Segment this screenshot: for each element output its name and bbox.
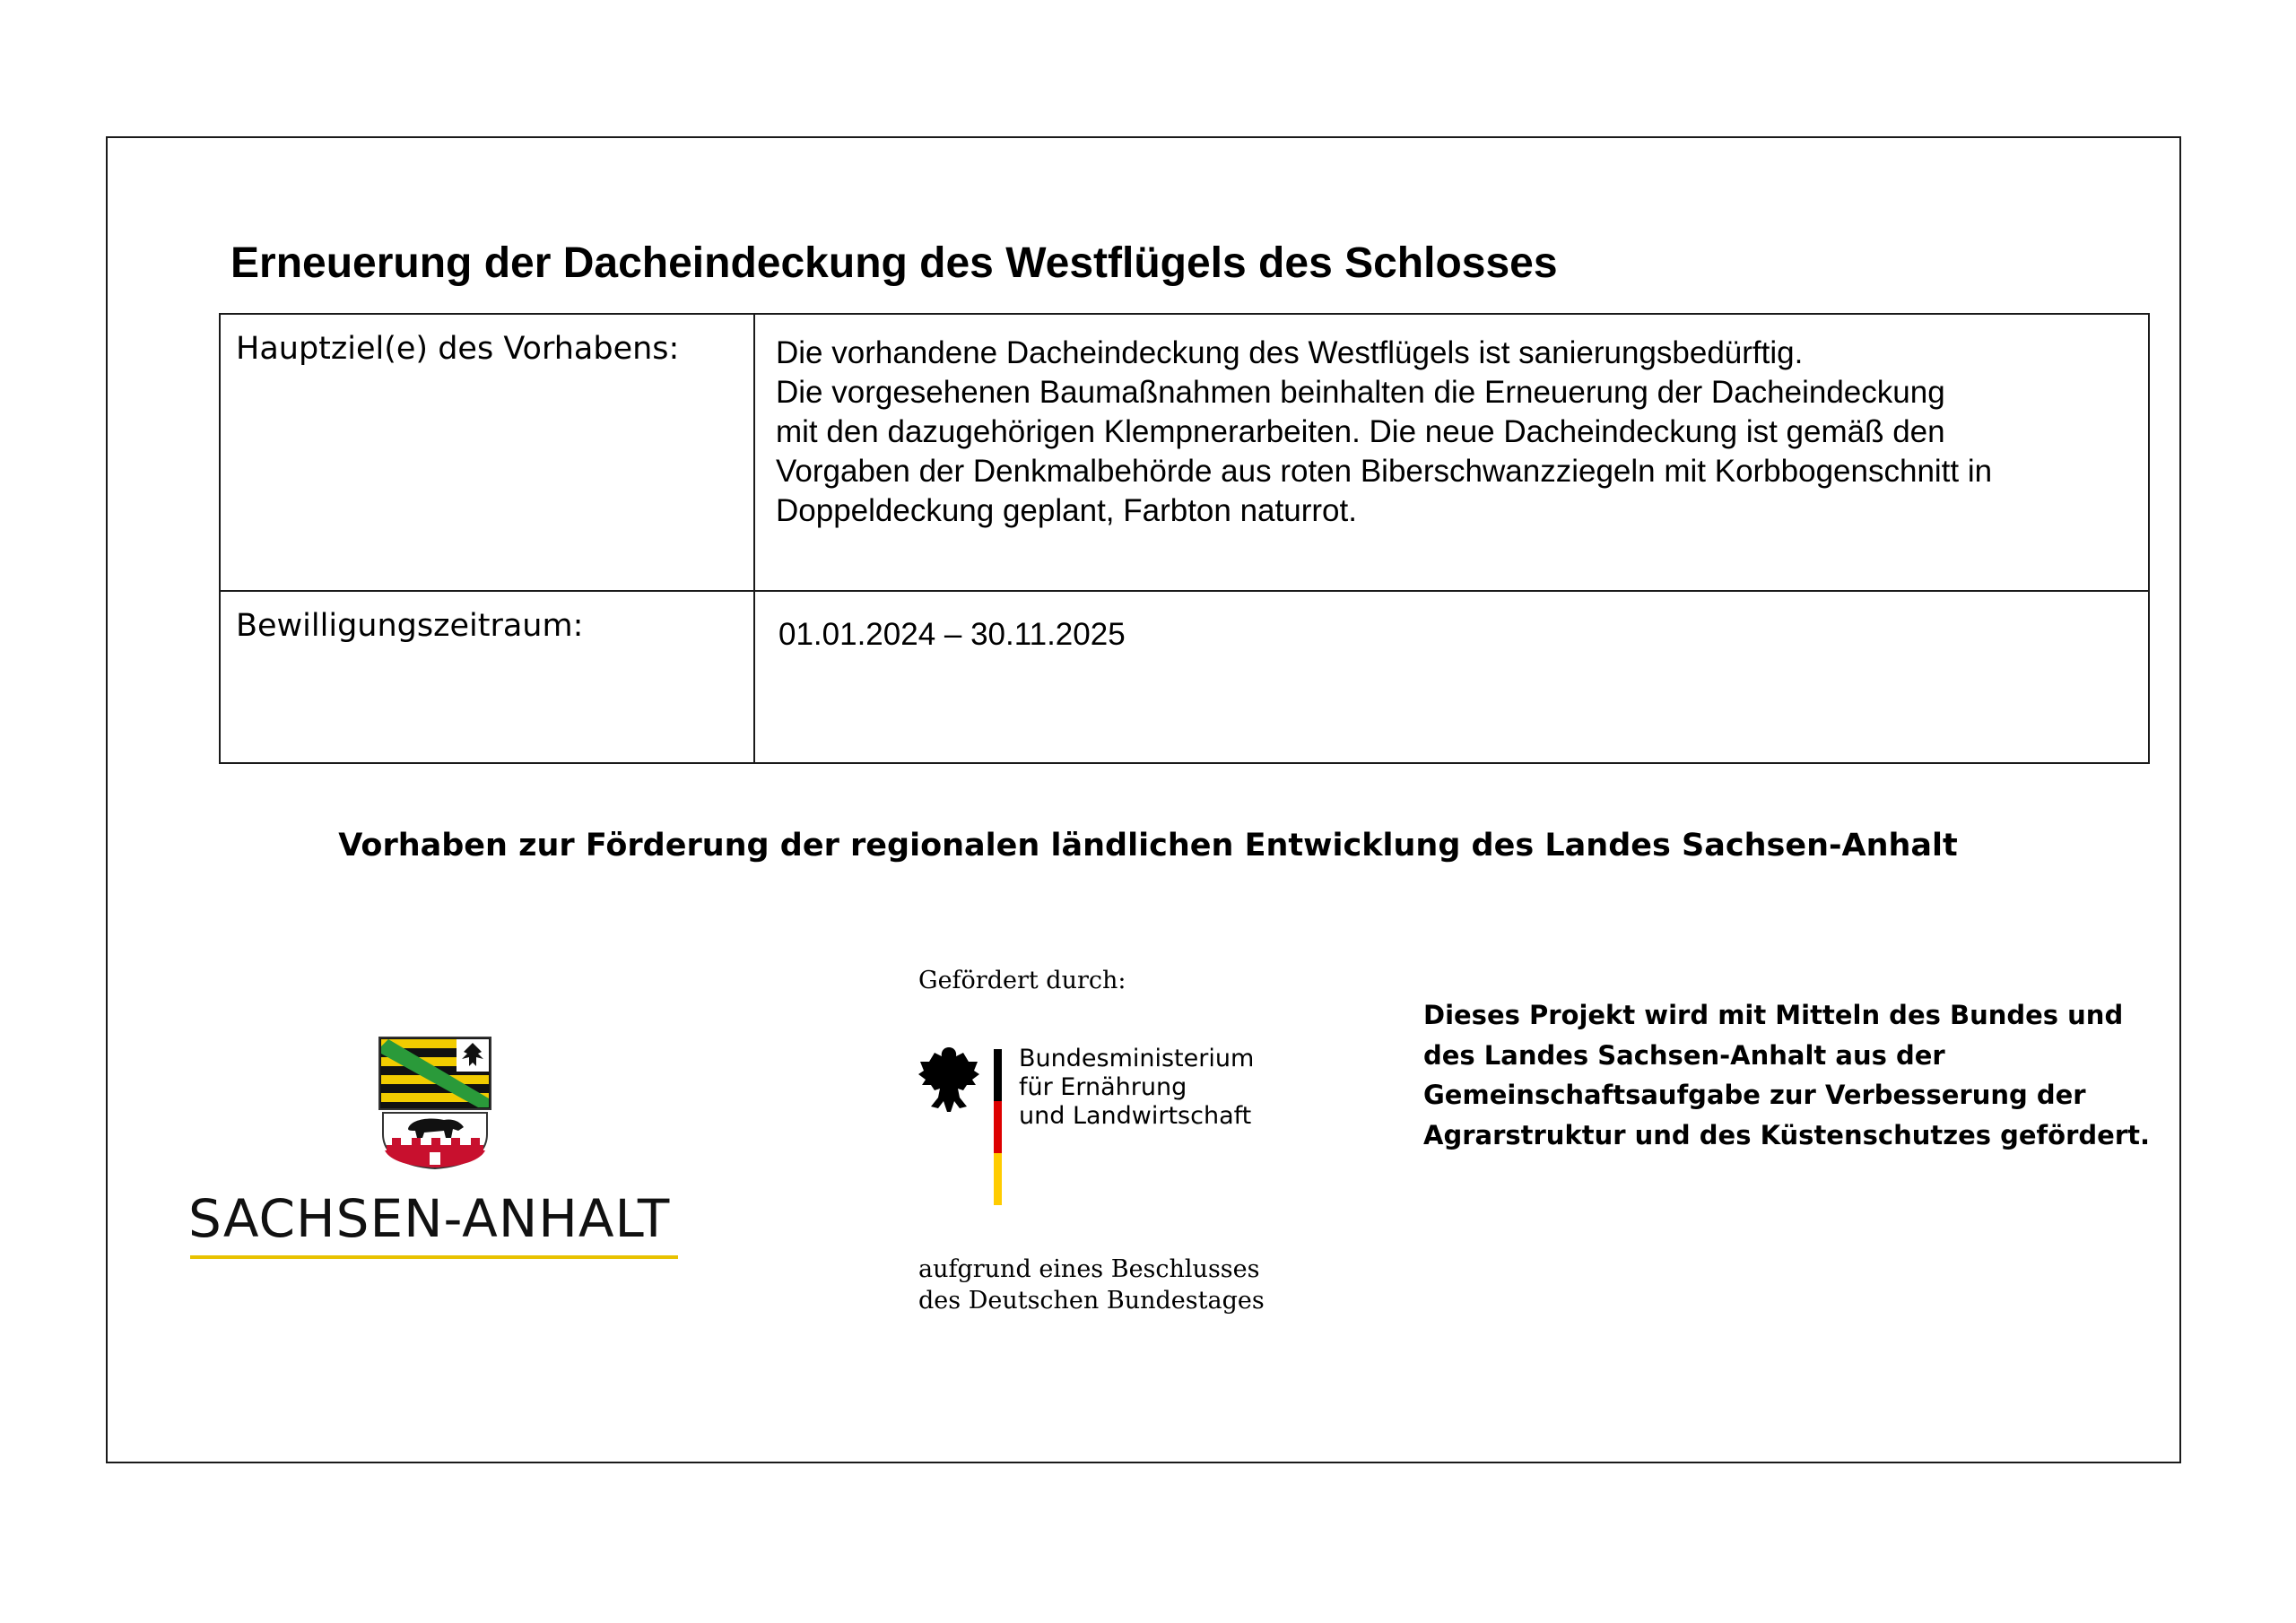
bundestag-line: des Deutschen Bundestages	[918, 1287, 1265, 1315]
period-value: 01.01.2024 – 30.11.2025	[778, 617, 1126, 652]
federal-eagle-icon	[917, 1044, 981, 1115]
flag-red	[994, 1101, 1002, 1153]
bundestag-note	[918, 1254, 1265, 1316]
funding-line: Gemeinschaftsaufgabe zur Verbesserung der	[1423, 1080, 2086, 1110]
state-name: SACHSEN-ANHALT	[188, 1188, 671, 1249]
funding-note	[1423, 995, 2150, 1155]
yellow-underline	[190, 1255, 678, 1259]
goal-text-line: Die vorhandene Dacheindeckung des Westflügels ist sanierungsbedürftig.	[776, 335, 1804, 370]
program-subtitle: Vorhaben zur Förderung der regionalen ländlichen Entwicklung des Landes Sachsen-Anhalt	[338, 828, 1958, 864]
funded-by-label: Gefördert durch:	[918, 967, 1126, 994]
table-cell	[220, 314, 754, 591]
flag-gold	[994, 1153, 1002, 1205]
ministry-line: für Ernährung	[1019, 1073, 1187, 1101]
german-flag-bar	[994, 1049, 1002, 1205]
funding-line: Agrarstruktur und des Küstenschutzes gefördert.	[1423, 1119, 2151, 1150]
project-info-table	[219, 313, 2150, 764]
goal-text-line: Die vorgesehenen Baumaßnahmen beinhalten die Erneuerung der Dacheindeckung	[776, 375, 1945, 410]
ministry-line: und Landwirtschaft	[1019, 1102, 1252, 1130]
table-cell	[220, 591, 754, 763]
goal-label: Hauptziel(e) des Vorhabens:	[236, 331, 680, 367]
goal-text-line: mit den dazugehörigen Klempnerarbeiten. Die neue Dacheindeckung ist gemäß den	[776, 414, 1945, 449]
table-row	[220, 591, 2149, 763]
coat-of-arms-icon	[378, 1036, 492, 1170]
flag-black	[994, 1049, 1002, 1101]
bundestag-line: aufgrund eines Beschlusses	[918, 1255, 1260, 1283]
table-cell	[754, 591, 2149, 763]
funding-line: des Landes Sachsen-Anhalt aus der	[1423, 1039, 1945, 1071]
sachsen-anhalt-logo	[188, 1036, 691, 1269]
ministry-line: Bundesministerium	[1019, 1045, 1255, 1072]
table-row	[220, 314, 2149, 591]
ministry-name	[1019, 1045, 1254, 1131]
page-title: Erneuerung der Dacheindeckung des Westflügels des Schlosses	[230, 239, 1558, 287]
goal-text-line: Vorgaben der Denkmalbehörde aus roten Biberschwanzziegeln mit Korbbogenschnitt in	[776, 454, 1993, 489]
goal-text-line: Doppeldeckung geplant, Farbton naturrot.	[776, 493, 1357, 528]
funding-line: Dieses Projekt wird mit Mitteln des Bundes und	[1423, 1000, 2124, 1030]
period-label: Bewilligungszeitraum:	[236, 608, 584, 644]
table-cell	[754, 314, 2149, 591]
goal-text	[755, 315, 2148, 531]
